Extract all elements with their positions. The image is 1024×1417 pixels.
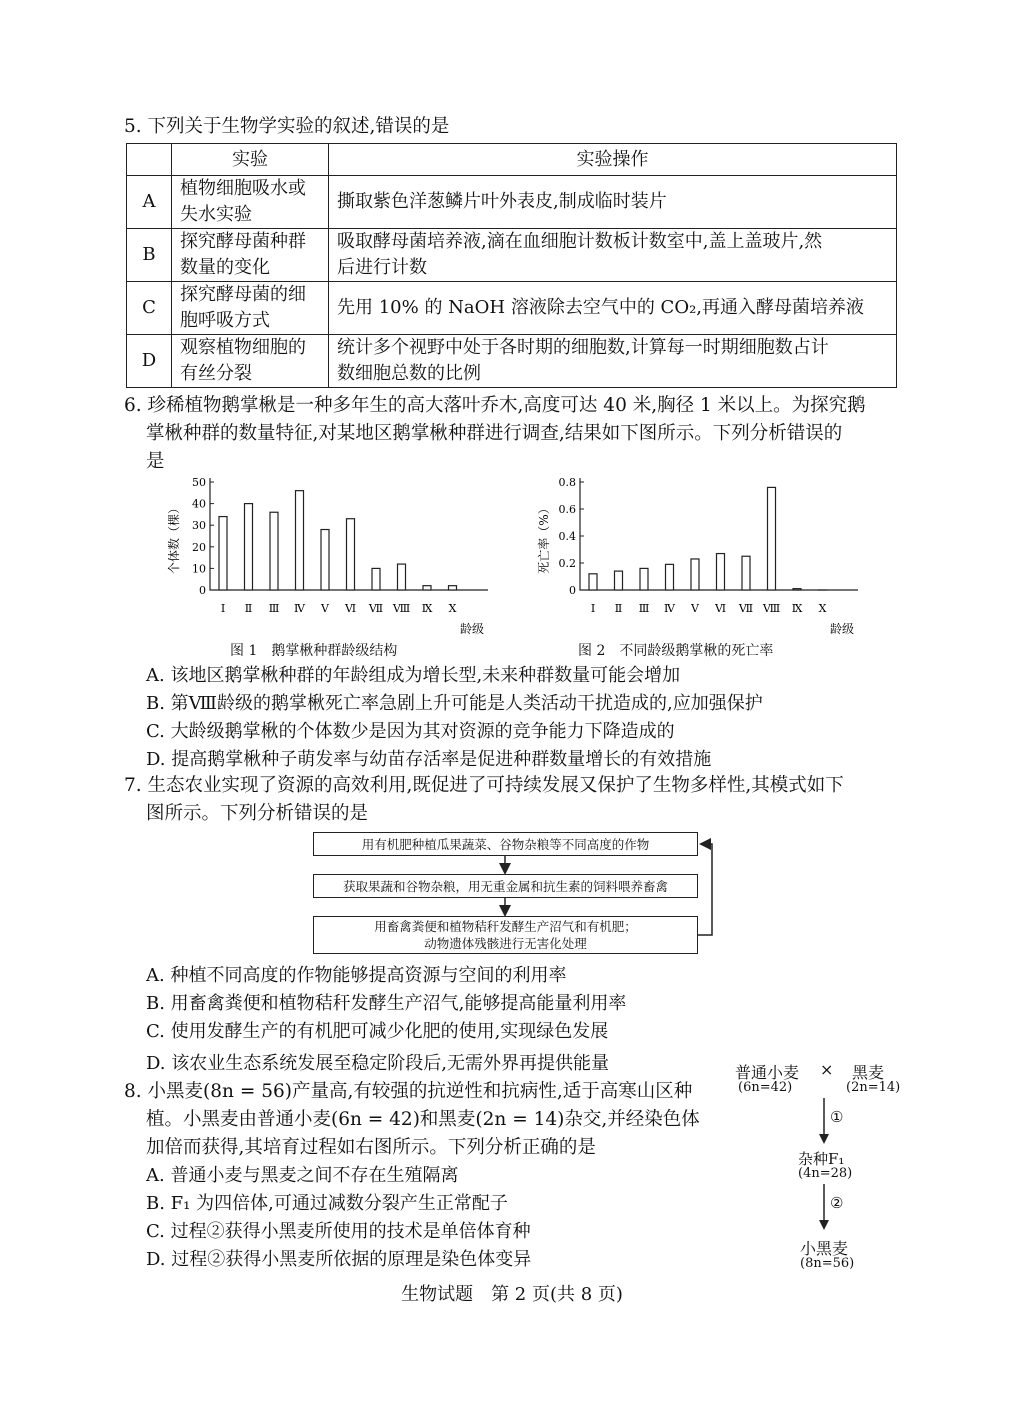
x-tick-label: Ⅲ xyxy=(268,602,280,615)
chart2-ylabel: 死亡率（%） xyxy=(537,502,551,574)
x-tick-label: Ⅶ xyxy=(738,602,754,615)
bar xyxy=(793,589,801,590)
x-tick-label: Ⅴ xyxy=(691,602,699,615)
y-tick-label: 0.2 xyxy=(558,557,576,570)
q5-table xyxy=(126,143,897,388)
page-footer: 生物试题 第 2 页(共 8 页) xyxy=(401,1284,623,1305)
bar xyxy=(666,564,674,590)
q6-option-a: A. 该地区鹅掌楸种群的年龄组成为增长型,未来种群数量可能会增加 xyxy=(146,665,681,686)
x-tick-label: Ⅹ xyxy=(448,602,457,615)
flow-box-feeding: 获取果蔬和谷物杂粮，用无重金属和抗生素的饲料喂养畜禽 xyxy=(313,874,698,898)
table-row: A 植物细胞吸水或 失水实验 撕取紫色洋葱鳞片叶外表皮,制成临时装片 xyxy=(127,176,897,229)
bar xyxy=(270,512,278,590)
q7-option-c: C. 使用发酵生产的有机肥可减少化肥的使用,实现绿色发展 xyxy=(146,1021,609,1042)
q5-stem: 5. 下列关于生物学实验的叙述,错误的是 xyxy=(124,116,450,137)
q6-option-b: B. 第Ⅷ龄级的鹅掌楸死亡率急剧上升可能是人类活动干扰造成的,应加强保护 xyxy=(146,693,763,714)
q6-option-c: C. 大龄级鹅掌楸的个体数少是因为其对资源的竞争能力下降造成的 xyxy=(146,721,675,742)
x-tick-label: Ⅰ xyxy=(220,602,226,615)
bar xyxy=(615,571,623,590)
bar xyxy=(398,564,406,590)
table-row: C 探究酵母菌的细 胞呼吸方式 先用 10% 的 NaOH 溶液除去空气中的 CO₂,再通入酵母菌培养液 xyxy=(127,282,897,335)
chart2-xlabel: 龄级 xyxy=(829,622,855,636)
table-row: B 探究酵母菌种群 数量的变化 吸取酵母菌培养液,滴在血细胞计数板计数室中,盖上盖玻片,然 后进行计数 xyxy=(127,229,897,282)
q5-header-op: 实验操作 xyxy=(329,144,897,176)
q8-option-c: C. 过程②获得小黑麦所使用的技术是单倍体育种 xyxy=(146,1221,531,1242)
q7-option-d: D. 该农业生态系统发展至稳定阶段后,无需外界再提供能量 xyxy=(146,1053,609,1074)
x-tick-label: Ⅷ xyxy=(762,602,781,615)
hybrid-f1: 杂种F₁ xyxy=(798,1150,845,1168)
q7-stem-line1: 7. 生态农业实现了资源的高效利用,既促进了可持续发展又保护了生物多样性,其模式如下 xyxy=(124,775,844,796)
q8-stem-line1: 8. 小黑麦(8n = 56)产量高,有较强的抗逆性和抗病性,适于高寒山区种 xyxy=(124,1081,693,1102)
x-tick-label: Ⅹ xyxy=(818,602,827,615)
bar xyxy=(296,491,304,590)
x-tick-label: Ⅱ xyxy=(244,602,253,615)
bar xyxy=(245,504,253,590)
q6-stem-line3: 是 xyxy=(146,451,165,472)
q7-option-b: B. 用畜禽粪便和植物秸秆发酵生产沼气,能够提高能量利用率 xyxy=(146,993,627,1014)
x-tick-label: Ⅴ xyxy=(321,602,329,615)
feedback-arrow-icon xyxy=(698,844,712,935)
x-tick-label: Ⅱ xyxy=(614,602,623,615)
q6-stem-line2: 掌楸种群的数量特征,对某地区鹅掌楸种群进行调查,结果如下图所示。下列分析错误的 xyxy=(146,423,843,444)
q6-option-d: D. 提高鹅掌楸种子萌发率与幼苗存活率是促进种群数量增长的有效措施 xyxy=(146,749,712,770)
step-2-label: ② xyxy=(830,1194,844,1212)
parent-wheat-ploidy: (6n=42) xyxy=(738,1080,793,1095)
parent-rye-ploidy: (2n=14) xyxy=(846,1080,901,1095)
flow-arrows xyxy=(300,830,720,960)
y-tick-label: 40 xyxy=(192,497,206,511)
q8-option-a: A. 普通小麦与黑麦之间不存在生殖隔离 xyxy=(146,1165,459,1186)
x-tick-label: Ⅵ xyxy=(714,602,727,615)
y-tick-label: 50 xyxy=(192,476,206,489)
q8-option-b: B. F₁ 为四倍体,可通过减数分裂产生正常配子 xyxy=(146,1193,508,1214)
x-tick-label: Ⅳ xyxy=(664,602,675,615)
x-tick-label: Ⅰ xyxy=(590,602,596,615)
y-tick-label: 20 xyxy=(192,540,206,554)
bar xyxy=(768,487,776,590)
x-tick-label: Ⅲ xyxy=(638,602,650,615)
q8-option-d: D. 过程②获得小黑麦所依据的原理是染色体变异 xyxy=(146,1249,532,1270)
chart1-xlabel: 龄级 xyxy=(459,622,485,636)
q7-stem-line2: 图所示。下列分析错误的是 xyxy=(146,803,369,824)
bar xyxy=(372,568,380,590)
flow-box-fermentation: 用畜禽粪便和植物秸秆发酵生产沼气和有机肥； 动物遗体残骸进行无害化处理 xyxy=(313,916,698,954)
y-tick-label: 0.4 xyxy=(558,530,576,543)
chart-age-structure xyxy=(160,468,500,663)
y-tick-label: 0.6 xyxy=(558,503,576,516)
q5-header-exp: 实验 xyxy=(172,144,329,176)
q5-table-header xyxy=(127,144,897,176)
bar xyxy=(742,556,750,590)
bar xyxy=(219,517,227,590)
triticale-ploidy: (8n=56) xyxy=(800,1256,855,1271)
y-tick-label: 30 xyxy=(192,519,206,533)
bar xyxy=(347,519,355,590)
y-tick-label: 10 xyxy=(192,562,206,576)
bar xyxy=(717,554,725,590)
y-tick-label: 0.8 xyxy=(558,476,576,489)
q8-stem-line2: 植。小黑麦由普通小麦(6n = 42)和黑麦(2n = 14)杂交,并经染色体 xyxy=(146,1109,700,1130)
chart1-title: 图 1 鹅掌楸种群龄级结构 xyxy=(230,643,398,659)
hybrid-f1-ploidy: (4n=28) xyxy=(798,1166,853,1181)
table-row: D 观察植物细胞的 有丝分裂 统计多个视野中处于各时期的细胞数,计算每一时期细胞数占计 数细胞总数的比例 xyxy=(127,335,897,388)
x-tick-label: Ⅷ xyxy=(392,602,411,615)
breeding-diagram xyxy=(730,1060,910,1280)
step-1-label: ① xyxy=(830,1108,844,1126)
bar xyxy=(640,568,648,590)
flow-box-planting: 用有机肥种植瓜果蔬菜、谷物杂粮等不同高度的作物 xyxy=(313,832,698,856)
y-tick-label: 0 xyxy=(199,584,206,597)
bar xyxy=(691,559,699,590)
parent-rye: 黑麦 xyxy=(852,1063,885,1082)
bar xyxy=(423,586,431,590)
chart2-title: 图 2 不同龄级鹅掌楸的死亡率 xyxy=(578,643,774,659)
parent-wheat: 普通小麦 xyxy=(735,1063,800,1082)
cross-symbol: × xyxy=(820,1060,834,1079)
q8-stem-line3: 加倍而获得,其培育过程如右图所示。下列分析正确的是 xyxy=(146,1137,596,1158)
q7-option-a: A. 种植不同高度的作物能够提高资源与空间的利用率 xyxy=(146,965,567,986)
chart-mortality xyxy=(530,468,870,663)
q6-stem-line1: 6. 珍稀植物鹅掌楸是一种多年生的高大落叶乔木,高度可达 40 米,胸径 1 米以上。为探究鹅 xyxy=(124,395,866,416)
bar xyxy=(589,574,597,590)
triticale: 小黑麦 xyxy=(800,1239,849,1258)
x-tick-label: Ⅳ xyxy=(294,602,305,615)
bar xyxy=(321,530,329,590)
x-tick-label: Ⅵ xyxy=(344,602,357,615)
x-tick-label: Ⅸ xyxy=(421,602,433,615)
y-tick-label: 0 xyxy=(569,584,576,597)
chart1-ylabel: 个体数（棵） xyxy=(167,501,181,575)
x-tick-label: Ⅶ xyxy=(368,602,384,615)
x-tick-label: Ⅸ xyxy=(791,602,803,615)
bar xyxy=(449,586,457,590)
